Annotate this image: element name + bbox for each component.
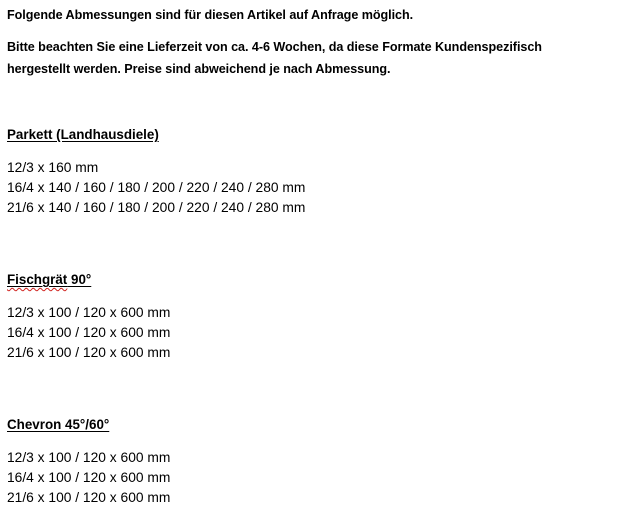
list-item: 21/6 x 140 / 160 / 180 / 200 / 220 / 240 / 280 mm	[7, 200, 306, 215]
list-item: 21/6 x 100 / 120 x 600 mm	[7, 490, 171, 505]
list-item: 16/4 x 100 / 120 x 600 mm	[7, 325, 171, 340]
list-item: 12/3 x 100 / 120 x 600 mm	[7, 450, 171, 465]
intro-line-1: Folgende Abmessungen sind für diesen Artikel auf Anfrage möglich.	[7, 8, 414, 22]
list-item: 12/3 x 160 mm	[7, 160, 99, 175]
heading-suffix: 90°	[67, 272, 92, 287]
section-heading-chevron: Chevron 45°/60°	[7, 417, 110, 432]
intro-line-3: hergestellt werden. Preise sind abweichend je nach Abmessung.	[7, 62, 391, 76]
section-heading-parkett: Parkett (Landhausdiele)	[7, 127, 159, 142]
section-heading-fischgraet	[7, 270, 91, 290]
list-item: 16/4 x 100 / 120 x 600 mm	[7, 470, 171, 485]
intro-line-2: Bitte beachten Sie eine Lieferzeit von ca. 4-6 Wochen, da diese Formate Kundenspezifisch	[7, 40, 542, 54]
list-item: 21/6 x 100 / 120 x 600 mm	[7, 345, 171, 360]
list-item: 12/3 x 100 / 120 x 600 mm	[7, 305, 171, 320]
list-item: 16/4 x 140 / 160 / 180 / 200 / 220 / 240 / 280 mm	[7, 180, 306, 195]
spellcheck-flagged-word[interactable]: Fischgrät	[7, 272, 68, 287]
